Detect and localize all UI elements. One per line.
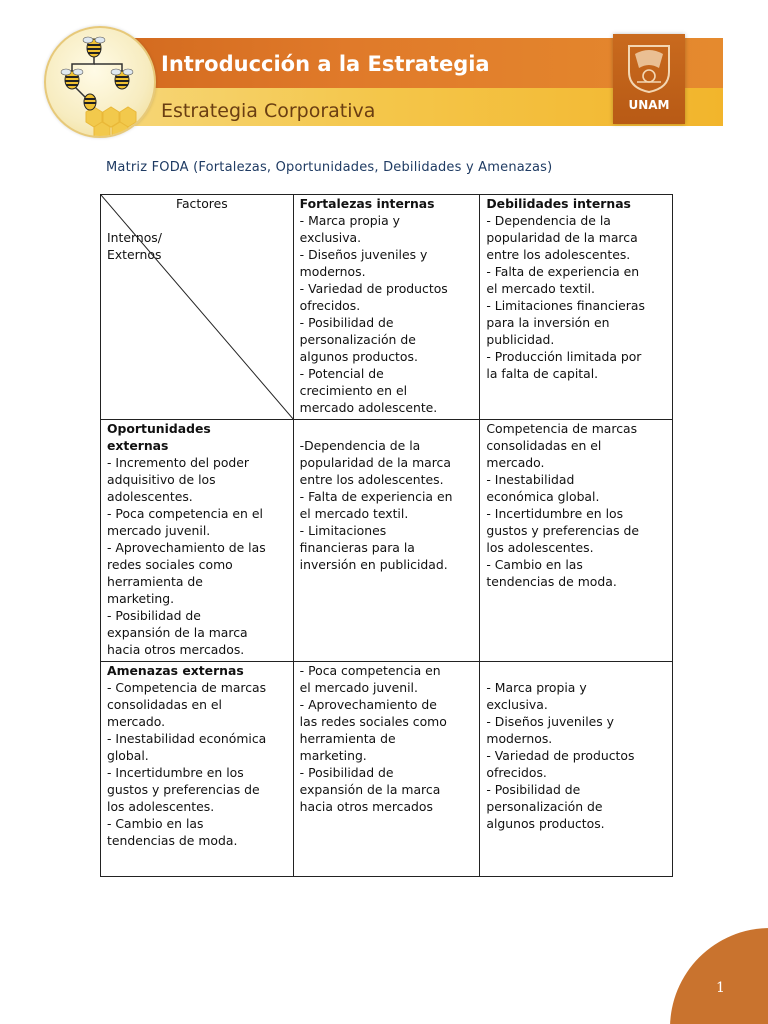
list-item: entre los adolescentes. [299, 472, 444, 487]
list-item: - Posibilidad de [299, 315, 394, 330]
list-item: la falta de capital. [486, 366, 599, 381]
list-item: adquisitivo de los [107, 472, 216, 487]
list-item: expansión de la marca [107, 625, 248, 640]
list-item: - Marca propia y [299, 213, 400, 228]
list-item: - Potencial de [299, 366, 384, 381]
list-item: mercado adolescente. [299, 400, 438, 415]
fa-strategies-cell [293, 662, 480, 877]
list-item: gustos y preferencias de [486, 523, 639, 538]
fortalezas-header-cell [293, 195, 480, 420]
list-item: mercado. [486, 455, 545, 470]
da-strategies-cell [480, 662, 673, 877]
list-item: financieras para la [299, 540, 415, 555]
oportunidades-title-2: externas [107, 438, 169, 453]
unam-label: UNAM [628, 98, 670, 112]
list-item: el mercado juvenil. [299, 680, 418, 695]
debilidades-header-cell [480, 195, 673, 420]
list-item: popularidad de la marca [486, 230, 638, 245]
list-item: publicidad. [486, 332, 555, 347]
bee-logo [44, 26, 156, 138]
list-item: consolidadas en el [486, 438, 602, 453]
list-item: - Variedad de productos [299, 281, 448, 296]
list-item: los adolescentes. [107, 799, 215, 814]
page-number: 1 [716, 980, 725, 996]
list-item: - Dependencia de la [486, 213, 611, 228]
list-item: adolescentes. [107, 489, 193, 504]
list-item: - Incertidumbre en los [486, 506, 624, 521]
list-item: - Inestabilidad económica [107, 731, 267, 746]
fo-strategies-cell [293, 420, 480, 662]
list-item: tendencias de moda. [107, 833, 238, 848]
list-item: - Limitaciones [299, 523, 387, 538]
document-heading: Matriz FODA (Fortalezas, Oportunidades, Debilidades y Amenazas) [106, 160, 553, 175]
list-item: - Diseños juveniles y [299, 247, 428, 262]
list-item: popularidad de la marca [299, 455, 451, 470]
corner-cell [101, 195, 294, 420]
list-item: -Dependencia de la [299, 438, 421, 453]
list-item: hacia otros mercados. [107, 642, 245, 657]
list-item: exclusiva. [486, 697, 548, 712]
cell-spacer [300, 420, 474, 437]
list-item: - Aprovechamiento de [299, 697, 437, 712]
list-item: - Inestabilidad [486, 472, 575, 487]
list-item: modernos. [486, 731, 553, 746]
cell-spacer [486, 662, 666, 679]
list-item: - Incertidumbre en los [107, 765, 244, 780]
diagonal-divider [101, 195, 294, 420]
list-item: - Variedad de productos [486, 748, 635, 763]
foda-matrix-table [100, 194, 673, 877]
list-item: redes sociales como [107, 557, 233, 572]
corner-label-factores: Factores [175, 196, 228, 211]
list-item: global. [107, 748, 149, 763]
list-item: entre los adolescentes. [486, 247, 631, 262]
list-item: - Falta de experiencia en [486, 264, 640, 279]
list-item: - Cambio en las [486, 557, 583, 572]
course-title: Introducción a la Estrategia [161, 52, 490, 76]
oportunidades-header-cell [101, 420, 294, 662]
list-item: - Diseños juveniles y [486, 714, 615, 729]
list-item: - Cambio en las [107, 816, 204, 831]
list-item: el mercado textil. [299, 506, 409, 521]
list-item: las redes sociales como [299, 714, 447, 729]
list-item: los adolescentes. [486, 540, 594, 555]
corner-label-externos: Externos [107, 247, 162, 262]
bees-network-icon [46, 28, 156, 138]
do-strategies-cell [480, 420, 673, 662]
unam-logo [613, 34, 685, 124]
list-item: - Incremento del poder [107, 455, 249, 470]
debilidades-title: Debilidades internas [486, 196, 631, 211]
header-banner [100, 38, 723, 126]
list-item: ofrecidos. [486, 765, 547, 780]
list-item: - Aprovechamiento de las [107, 540, 266, 555]
course-subtitle: Estrategia Corporativa [161, 100, 376, 122]
list-item: personalización de [486, 799, 603, 814]
list-item: marketing. [107, 591, 175, 606]
list-item: herramienta de [107, 574, 203, 589]
list-item: herramienta de [299, 731, 396, 746]
list-item: inversión en publicidad. [299, 557, 448, 572]
list-item: para la inversión en [486, 315, 610, 330]
list-item: personalización de [299, 332, 416, 347]
list-item: económica global. [486, 489, 600, 504]
fortalezas-title: Fortalezas internas [299, 196, 435, 211]
list-item: - Posibilidad de [486, 782, 581, 797]
list-item: crecimiento en el [299, 383, 408, 398]
list-item: tendencias de moda. [486, 574, 617, 589]
list-item: Competencia de marcas [486, 421, 638, 436]
list-item: expansión de la marca [299, 782, 441, 797]
list-item: modernos. [299, 264, 366, 279]
table-row-oportunidades [101, 420, 673, 662]
list-item: el mercado textil. [486, 281, 595, 296]
list-item: ofrecidos. [299, 298, 361, 313]
page-corner-decoration [670, 928, 768, 1024]
list-item: - Limitaciones financieras [486, 298, 645, 313]
list-item: - Posibilidad de [107, 608, 201, 623]
list-item: gustos y preferencias de [107, 782, 260, 797]
list-item: algunos productos. [486, 816, 605, 831]
list-item: - Competencia de marcas [107, 680, 267, 695]
list-item: mercado juvenil. [107, 523, 211, 538]
list-item: mercado. [107, 714, 166, 729]
list-item: algunos productos. [299, 349, 418, 364]
amenazas-header-cell [101, 662, 294, 877]
list-item: - Poca competencia en el [107, 506, 263, 521]
list-item: - Poca competencia en [299, 663, 441, 678]
amenazas-title: Amenazas externas [107, 663, 244, 678]
list-item: hacia otros mercados [299, 799, 433, 814]
list-item: marketing. [299, 748, 367, 763]
list-item: exclusiva. [299, 230, 362, 245]
list-item: - Posibilidad de [299, 765, 394, 780]
corner-label-internos: Internos/ [107, 230, 162, 245]
unam-crest-icon [625, 42, 673, 94]
oportunidades-title: Oportunidades [107, 421, 211, 436]
list-item: - Falta de experiencia en [299, 489, 453, 504]
table-row-amenazas [101, 662, 673, 877]
list-item: - Producción limitada por [486, 349, 642, 364]
table-row-header [101, 195, 673, 420]
list-item: consolidadas en el [107, 697, 222, 712]
list-item: - Marca propia y [486, 680, 587, 695]
